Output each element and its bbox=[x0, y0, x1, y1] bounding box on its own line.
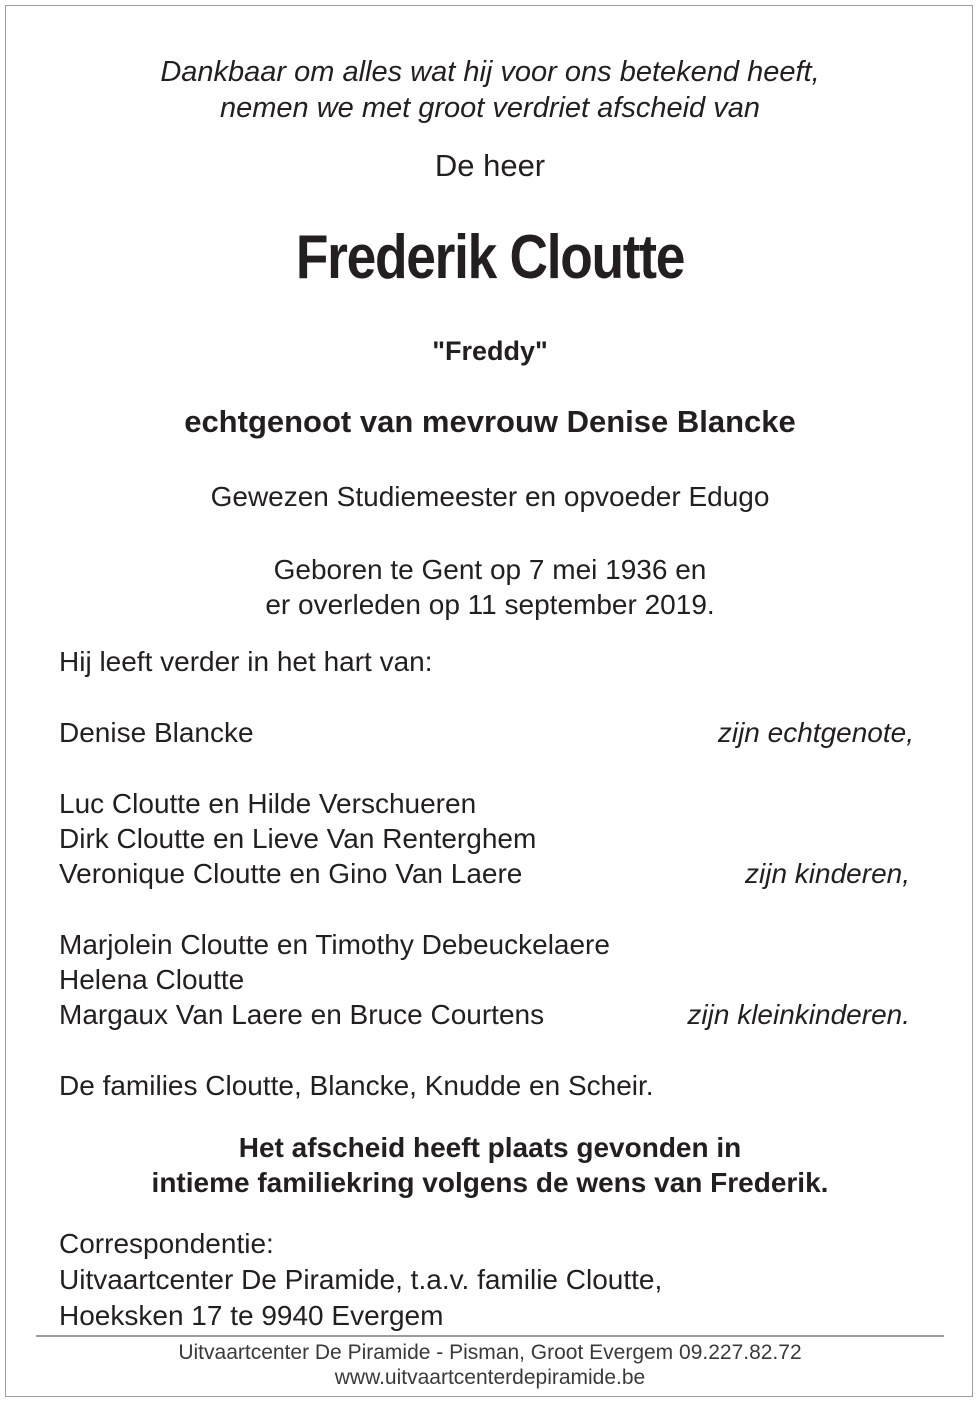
title-prefix: De heer bbox=[434, 148, 546, 183]
farewell-notice bbox=[0, 1130, 980, 1200]
intro-line-1: Dankbaar om alles wat hij voor ons betekend heeft, bbox=[160, 56, 820, 88]
footer-contact: Uitvaartcenter De Piramide - Pisman, Groot Evergem 09.227.82.72 bbox=[178, 1341, 802, 1364]
child-3: Veronique Cloutte en Gino Van Laere bbox=[59, 858, 523, 889]
grandchildren-role: zijn kleinkinderen. bbox=[687, 999, 910, 1030]
correspondence-block bbox=[59, 1226, 662, 1334]
footer-divider bbox=[36, 1335, 944, 1337]
nickname: "Freddy" bbox=[432, 336, 548, 366]
child-1: Luc Cloutte en Hilde Verschueren bbox=[59, 788, 477, 819]
death-line: er overleden op 11 september 2019. bbox=[265, 589, 715, 620]
grandchild-2: Helena Cloutte bbox=[59, 964, 245, 995]
correspondence-line-1: Uitvaartcenter De Piramide, t.a.v. familie Cloutte, bbox=[59, 1264, 663, 1295]
spouse-name: Denise Blancke bbox=[59, 717, 254, 748]
spouse-line: echtgenoot van mevrouw Denise Blancke bbox=[184, 404, 796, 439]
intro-text bbox=[0, 54, 980, 126]
profession: Gewezen Studiemeester en opvoeder Edugo bbox=[210, 481, 770, 512]
birth-death-dates bbox=[0, 552, 980, 622]
footer-website: www.uitvaartcenterdepiramide.be bbox=[334, 1366, 646, 1389]
farewell-line-1: Het afscheid heeft plaats gevonden in bbox=[238, 1132, 742, 1163]
correspondence-label: Correspondentie: bbox=[59, 1228, 274, 1259]
footer bbox=[0, 1340, 980, 1390]
spouse-role: zijn echtgenote, bbox=[717, 717, 914, 748]
child-2: Dirk Cloutte en Lieve Van Renterghem bbox=[59, 823, 537, 854]
grandchild-3: Margaux Van Laere en Bruce Courtens bbox=[59, 999, 545, 1030]
survivors-intro: Hij leeft verder in het hart van: bbox=[59, 646, 433, 677]
farewell-line-2: intieme familiekring volgens de wens van Frederik. bbox=[151, 1167, 829, 1198]
families-line: De families Cloutte, Blancke, Knudde en Scheir. bbox=[59, 1070, 654, 1101]
intro-line-2: nemen we met groot verdriet afscheid van bbox=[220, 92, 760, 124]
deceased-name: Frederik Cloutte bbox=[295, 223, 685, 292]
birth-line: Geboren te Gent op 7 mei 1936 en bbox=[273, 554, 707, 585]
children-role: zijn kinderen, bbox=[745, 858, 910, 889]
correspondence-line-2: Hoeksken 17 te 9940 Evergem bbox=[59, 1300, 444, 1331]
grandchild-1: Marjolein Cloutte en Timothy Debeuckelaere bbox=[59, 929, 610, 960]
